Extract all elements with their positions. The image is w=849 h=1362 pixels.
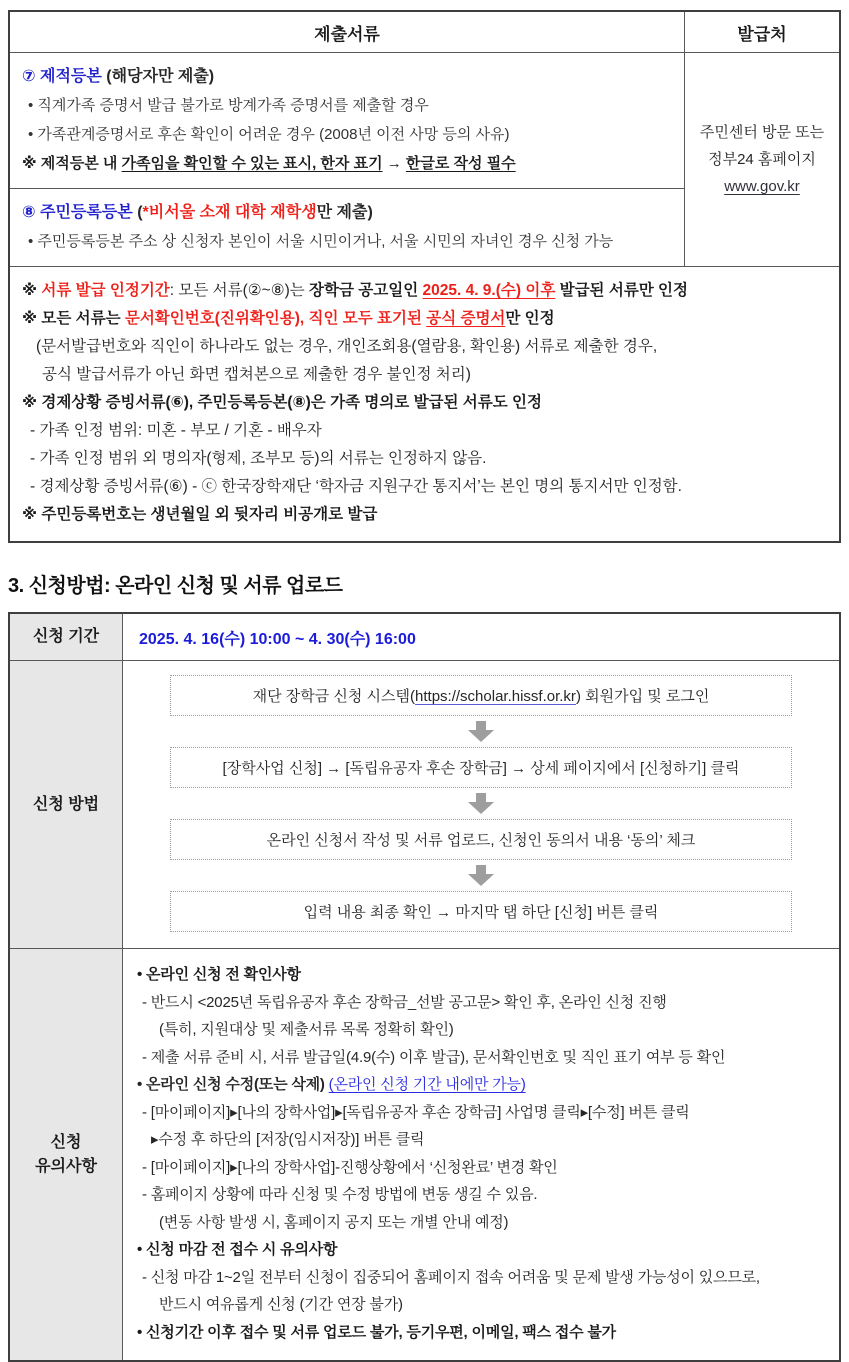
flow-step-3: 온라인 신청서 작성 및 서류 업로드, 신청인 동의서 내용 ‘동의’ 체크	[170, 819, 792, 860]
caution-line-5-bold: • 온라인 신청 수정(또는 삭제)	[137, 1076, 329, 1093]
item-8-suffix: 만 제출)	[316, 204, 373, 221]
down-arrow-icon	[468, 721, 494, 742]
application-method-flowchart	[123, 661, 839, 948]
application-table	[8, 612, 841, 1362]
documents-table-header-row	[10, 12, 839, 53]
item-8-bullet-1: • 주민등록등본 주소 상 신청자 본인이 서울 시민이거나, 서울 시민의 자녀인 경우 신청 가능	[28, 233, 614, 250]
item-7-title: 제적등본	[40, 68, 102, 85]
note-2-bold-2: 만 인정	[505, 310, 555, 327]
application-caution-label	[10, 949, 123, 1360]
item-7-suffix: (해당자만 제출)	[101, 68, 215, 85]
column-header-documents: 제출서류	[10, 12, 685, 52]
note-family-docs: ※ 경제상황 증빙서류(⑥), 주민등록등본(⑧)은 가족 명의로 발급된 서류도 인정	[22, 394, 542, 411]
note-3-sub-2: - 가족 인정 범위 외 명의자(형제, 조부모 등)의 서류는 인정하지 않음.	[30, 450, 487, 467]
caution-line-1: • 온라인 신청 전 확인사항	[137, 966, 301, 983]
note-resident-number: ※ 주민등록번호는 생년월일 외 뒷자리 비공개로 발급	[22, 506, 378, 523]
caution-line-11: • 신청 마감 전 접수 시 유의사항	[137, 1241, 338, 1258]
item-7-bullet-2: • 가족관계증명서로 후손 확인이 어려운 경우 (2008년 이전 사망 등의 사유)	[28, 126, 510, 143]
flow-step-1	[170, 675, 792, 716]
note-2-sub-1: (문서발급번호와 직인이 하나라도 없는 경우, 개인조회용(열람용, 확인용) 서류로 제출한 경우,	[36, 338, 658, 355]
flow-step-1-post: ) 회원가입 및 로그인	[575, 688, 710, 705]
caution-line-4: - 제출 서류 준비 시, 서류 발급일(4.9(수) 이후 발급), 문서확인번호 및 직인 표기 여부 등 확인	[142, 1048, 726, 1066]
caution-line-5	[137, 1071, 827, 1099]
document-rules-notes	[10, 267, 839, 541]
application-period-row	[10, 614, 839, 661]
gov24-link[interactable]: www.gov.kr	[724, 178, 800, 195]
note-1-bold-1: 장학금 공고일인	[309, 282, 423, 299]
document-item-8-heading	[22, 198, 672, 227]
application-method-label: 신청 방법	[10, 661, 123, 948]
note-1-plain: : 모든 서류(②~⑧)는	[169, 282, 310, 299]
item-8-number: ⑧	[22, 204, 40, 221]
note-3-sub-3: - 경제상황 증빙서류(⑥) - ⓒ 한국장학재단 ‘학자금 지원구간 통지서’는 본인 명의 통지서만 인정함.	[30, 478, 682, 495]
item-7-note-prefix: ※ 제적등본 내	[22, 155, 122, 172]
down-arrow-icon	[468, 865, 494, 886]
edit-period-link[interactable]: (온라인 신청 기간 내에만 가능)	[328, 1076, 526, 1093]
caution-line-7: ▸수정 후 하단의 [저장(임시저장)] 버튼 클릭	[151, 1131, 425, 1148]
caution-line-3: (특히, 지원대상 및 제출서류 목록 정확히 확인)	[159, 1021, 454, 1038]
caution-line-9: - 홈페이지 상황에 따라 신청 및 수정 방법에 변동 생길 수 있음.	[142, 1186, 538, 1203]
note-1-red-label: 서류 발급 인정기간	[41, 282, 170, 299]
caution-line-12: - 신청 마감 1~2일 전부터 신청이 집중되어 홈페이지 접속 어려움 및 문제 발생 가능성이 있으므로,	[142, 1268, 760, 1286]
note-2-red-underlined: 공식 증명서	[426, 310, 506, 327]
application-period-value: 2025. 4. 16(수) 10:00 ~ 4. 30(수) 16:00	[139, 630, 416, 648]
note-3-sub-1: - 가족 인정 범위: 미혼 - 부모 / 기혼 - 배우자	[30, 422, 322, 439]
note-2-sub-2: 공식 발급서류가 아닌 화면 캡쳐본으로 제출한 경우 불인정 처리)	[42, 366, 471, 383]
note-1-date-red-underlined: 2025. 4. 9.(수) 이후	[422, 282, 556, 299]
note-official-docs	[22, 305, 827, 333]
item-8-paren: (	[132, 204, 143, 221]
caution-line-2: - 반드시 <2025년 독립유공자 후손 장학금_선발 공고문> 확인 후, 온라인 신청 진행	[142, 993, 667, 1011]
issuer-cell	[685, 53, 839, 266]
documents-column	[10, 53, 685, 266]
section-3-heading: 3. 신청방법: 온라인 신청 및 서류 업로드	[8, 575, 343, 597]
flow-step-4: 입력 내용 최종 확인 → 마지막 탭 하단 [신청] 버튼 클릭	[170, 891, 792, 932]
documents-table-body	[10, 53, 839, 267]
scholar-system-link[interactable]: https://scholar.hissf.or.kr	[415, 688, 576, 705]
note-1-mark: ※	[22, 282, 42, 299]
item-7-number: ⑦	[22, 68, 40, 85]
item-7-note	[22, 149, 672, 178]
note-2-bold-1: ※ 모든 서류는	[22, 310, 125, 327]
issuer-line-2: 정부24 홈페이지	[708, 151, 816, 168]
document-item-7-heading	[22, 62, 672, 91]
note-issue-period	[22, 277, 827, 305]
item-8-red-condition: *비서울 소재 대학 재학생	[142, 204, 317, 221]
caution-label-line-1: 신청	[50, 1133, 82, 1151]
application-caution-cell	[123, 949, 839, 1360]
document-item-7	[10, 53, 684, 189]
caution-line-14: • 신청기간 이후 접수 및 서류 업로드 불가, 등기우편, 이메일, 팩스 접수 불가	[137, 1323, 616, 1341]
documents-table	[8, 10, 841, 543]
note-2-red: 문서확인번호(진위확인용), 직인 모두 표기된	[124, 310, 427, 327]
issuer-line-1: 주민센터 방문 또는	[699, 124, 825, 141]
caution-label-line-2: 유의사항	[35, 1157, 97, 1175]
item-7-note-arrow: →	[382, 155, 406, 172]
caution-line-8: - [마이페이지]▸[나의 장학사업]-진행상황에서 ‘신청완료’ 변경 확인	[142, 1158, 558, 1176]
down-arrow-icon	[468, 793, 494, 814]
item-7-note-underlined-1: 가족임을 확인할 수 있는 표시, 한자 표기	[121, 155, 383, 172]
flow-step-2: [장학사업 신청] → [독립유공자 후손 장학금] → 상세 페이지에서 [신청하기] 클릭	[170, 747, 792, 788]
application-method-row	[10, 661, 839, 949]
application-caution-row	[10, 949, 839, 1360]
application-period-cell	[123, 614, 839, 660]
caution-line-13: 반드시 여유롭게 신청 (기간 연장 불가)	[159, 1296, 403, 1313]
application-period-label: 신청 기간	[10, 614, 123, 660]
flow-step-1-pre: 재단 장학금 신청 시스템(	[252, 688, 416, 705]
caution-line-10: (변동 사항 발생 시, 홈페이지 공지 또는 개별 안내 예정)	[159, 1213, 509, 1231]
item-7-note-underlined-2: 한글로 작성 필수	[405, 155, 516, 172]
note-1-bold-2: 발급된 서류만 인정	[555, 282, 689, 299]
column-header-issuer: 발급처	[737, 24, 787, 44]
document-page	[8, 0, 841, 1362]
caution-line-6: - [마이페이지]▸[나의 장학사업]▸[독립유공자 후손 장학금] 사업명 클릭▸[수정] 버튼 클릭	[142, 1103, 690, 1121]
item-7-bullet-1: • 직계가족 증명서 발급 불가로 방계가족 증명서를 제출할 경우	[28, 97, 429, 114]
item-8-title: 주민등록등본	[40, 204, 133, 221]
document-item-8	[10, 189, 684, 266]
